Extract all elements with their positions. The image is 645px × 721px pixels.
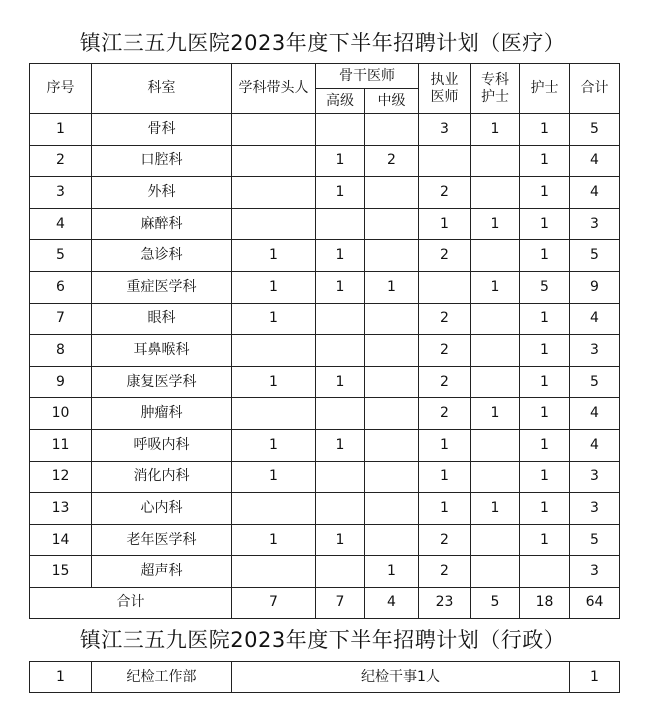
cell-total: 4 [570, 145, 620, 177]
header-total: 合计 [570, 64, 620, 114]
cell-senior: 1 [316, 429, 365, 461]
admin-plan-title: 镇江三五九医院2023年度下半年招聘计划（行政） [79, 628, 566, 652]
totals-spec-nurse: 5 [471, 587, 520, 618]
cell-total: 4 [570, 429, 620, 461]
header-backbone: 骨干医师 [316, 64, 419, 89]
cell-spec-nurse: 1 [471, 398, 520, 430]
cell-middle: 1 [365, 556, 419, 588]
medical-plan-title: 镇江三五九医院2023年度下半年招聘计划（医疗） [79, 31, 566, 55]
cell-lead [232, 145, 316, 177]
cell-dept: 眼科 [92, 303, 232, 335]
cell-senior [316, 493, 365, 525]
cell-spec-nurse [471, 177, 520, 209]
cell-licensed: 2 [419, 303, 471, 335]
cell-licensed: 2 [419, 240, 471, 272]
cell-seq: 9 [30, 366, 92, 398]
cell-lead [232, 556, 316, 588]
cell-nurse: 1 [520, 240, 570, 272]
totals-label: 合计 [30, 587, 232, 618]
totals-nurse: 18 [520, 587, 570, 618]
cell-spec-nurse [471, 303, 520, 335]
cell-seq: 2 [30, 145, 92, 177]
cell-total: 5 [570, 366, 620, 398]
cell-spec-nurse [471, 366, 520, 398]
cell-middle [365, 177, 419, 209]
cell-lead: 1 [232, 524, 316, 556]
totals-lead: 7 [232, 587, 316, 618]
cell-spec-nurse [471, 461, 520, 493]
cell-spec-nurse [471, 240, 520, 272]
table-row [30, 240, 620, 272]
cell-dept: 骨科 [92, 114, 232, 146]
cell-total: 3 [570, 493, 620, 525]
cell-nurse: 1 [520, 398, 570, 430]
cell-licensed: 2 [419, 366, 471, 398]
cell-seq: 10 [30, 398, 92, 430]
header-nurse: 护士 [520, 64, 570, 114]
cell-spec-nurse [471, 429, 520, 461]
cell-senior: 1 [316, 177, 365, 209]
cell-total: 3 [570, 461, 620, 493]
cell-middle [365, 524, 419, 556]
table-row [30, 208, 620, 240]
table-row [30, 366, 620, 398]
cell-nurse: 1 [520, 303, 570, 335]
admin-dept: 纪检工作部 [92, 662, 232, 693]
cell-seq: 13 [30, 493, 92, 525]
cell-middle [365, 429, 419, 461]
cell-lead: 1 [232, 461, 316, 493]
cell-middle: 2 [365, 145, 419, 177]
cell-dept: 口腔科 [92, 145, 232, 177]
cell-lead: 1 [232, 366, 316, 398]
cell-total: 3 [570, 556, 620, 588]
cell-senior [316, 303, 365, 335]
cell-licensed: 1 [419, 208, 471, 240]
cell-lead [232, 114, 316, 146]
cell-spec-nurse: 1 [471, 208, 520, 240]
cell-spec-nurse [471, 145, 520, 177]
cell-dept: 耳鼻喉科 [92, 335, 232, 367]
totals-row [30, 587, 620, 618]
totals-licensed: 23 [419, 587, 471, 618]
cell-total: 3 [570, 208, 620, 240]
cell-seq: 12 [30, 461, 92, 493]
cell-licensed: 1 [419, 461, 471, 493]
cell-nurse: 1 [520, 429, 570, 461]
cell-senior: 1 [316, 524, 365, 556]
cell-nurse: 1 [520, 177, 570, 209]
cell-lead: 1 [232, 240, 316, 272]
header-specialist-nurse: 专科 护士 [471, 64, 520, 114]
cell-seq: 5 [30, 240, 92, 272]
cell-spec-nurse [471, 524, 520, 556]
header-middle: 中级 [365, 89, 419, 114]
cell-seq: 4 [30, 208, 92, 240]
cell-licensed: 1 [419, 493, 471, 525]
cell-seq: 3 [30, 177, 92, 209]
admin-post: 纪检干事1人 [232, 662, 570, 693]
cell-dept: 呼吸内科 [92, 429, 232, 461]
cell-lead [232, 208, 316, 240]
cell-lead: 1 [232, 271, 316, 303]
cell-spec-nurse [471, 335, 520, 367]
cell-seq: 6 [30, 271, 92, 303]
cell-spec-nurse: 1 [471, 271, 520, 303]
cell-senior: 1 [316, 145, 365, 177]
cell-total: 4 [570, 177, 620, 209]
cell-licensed: 2 [419, 524, 471, 556]
cell-dept: 肿瘤科 [92, 398, 232, 430]
cell-lead: 1 [232, 303, 316, 335]
header-seq: 序号 [30, 64, 92, 114]
table-row [30, 145, 620, 177]
table-row [30, 335, 620, 367]
cell-senior [316, 461, 365, 493]
cell-dept: 超声科 [92, 556, 232, 588]
header-lead: 学科带头人 [232, 64, 316, 114]
cell-total: 4 [570, 398, 620, 430]
cell-senior [316, 335, 365, 367]
table-row [30, 271, 620, 303]
cell-senior [316, 114, 365, 146]
cell-middle [365, 240, 419, 272]
cell-spec-nurse: 1 [471, 493, 520, 525]
medical-plan-table [29, 63, 620, 619]
header-licensed: 执业 医师 [419, 64, 471, 114]
cell-middle [365, 114, 419, 146]
cell-nurse [520, 556, 570, 588]
totals-total: 64 [570, 587, 620, 618]
cell-lead [232, 493, 316, 525]
cell-total: 4 [570, 303, 620, 335]
cell-dept: 康复医学科 [92, 366, 232, 398]
cell-middle [365, 303, 419, 335]
cell-nurse: 1 [520, 366, 570, 398]
cell-seq: 8 [30, 335, 92, 367]
cell-seq: 14 [30, 524, 92, 556]
cell-licensed: 1 [419, 429, 471, 461]
table-row [30, 461, 620, 493]
cell-seq: 15 [30, 556, 92, 588]
cell-nurse: 1 [520, 114, 570, 146]
cell-middle [365, 208, 419, 240]
cell-total: 5 [570, 524, 620, 556]
totals-senior: 7 [316, 587, 365, 618]
header-row-top [30, 64, 620, 89]
cell-spec-nurse [471, 556, 520, 588]
cell-senior [316, 398, 365, 430]
cell-seq: 11 [30, 429, 92, 461]
header-senior: 高级 [316, 89, 365, 114]
cell-licensed: 2 [419, 556, 471, 588]
cell-dept: 麻醉科 [92, 208, 232, 240]
table-body [30, 114, 620, 588]
cell-dept: 老年医学科 [92, 524, 232, 556]
cell-dept: 急诊科 [92, 240, 232, 272]
cell-lead [232, 177, 316, 209]
cell-licensed: 2 [419, 335, 471, 367]
cell-middle [365, 335, 419, 367]
cell-dept: 心内科 [92, 493, 232, 525]
totals-middle: 4 [365, 587, 419, 618]
cell-dept: 重症医学科 [92, 271, 232, 303]
admin-seq: 1 [30, 662, 92, 693]
cell-senior: 1 [316, 240, 365, 272]
cell-licensed: 2 [419, 398, 471, 430]
admin-total: 1 [570, 662, 620, 693]
table-row [30, 398, 620, 430]
cell-nurse: 1 [520, 461, 570, 493]
cell-senior [316, 556, 365, 588]
cell-dept: 外科 [92, 177, 232, 209]
cell-nurse: 1 [520, 335, 570, 367]
cell-nurse: 1 [520, 524, 570, 556]
table-row [30, 524, 620, 556]
cell-senior: 1 [316, 366, 365, 398]
cell-licensed [419, 271, 471, 303]
cell-seq: 7 [30, 303, 92, 335]
cell-total: 3 [570, 335, 620, 367]
cell-middle [365, 493, 419, 525]
admin-plan-table [29, 661, 620, 693]
cell-nurse: 1 [520, 493, 570, 525]
cell-senior [316, 208, 365, 240]
table-row [30, 114, 620, 146]
table-row [30, 493, 620, 525]
cell-lead [232, 335, 316, 367]
cell-licensed: 2 [419, 177, 471, 209]
cell-middle [365, 398, 419, 430]
table-row [30, 429, 620, 461]
cell-total: 5 [570, 114, 620, 146]
cell-lead: 1 [232, 429, 316, 461]
cell-total: 5 [570, 240, 620, 272]
cell-lead [232, 398, 316, 430]
cell-nurse: 1 [520, 145, 570, 177]
cell-senior: 1 [316, 271, 365, 303]
table-row [30, 556, 620, 588]
header-dept: 科室 [92, 64, 232, 114]
table-row [30, 303, 620, 335]
cell-nurse: 5 [520, 271, 570, 303]
cell-dept: 消化内科 [92, 461, 232, 493]
admin-row [30, 662, 620, 693]
cell-middle [365, 366, 419, 398]
cell-middle [365, 461, 419, 493]
cell-licensed: 3 [419, 114, 471, 146]
table-row [30, 177, 620, 209]
cell-nurse: 1 [520, 208, 570, 240]
cell-middle: 1 [365, 271, 419, 303]
cell-spec-nurse: 1 [471, 114, 520, 146]
cell-total: 9 [570, 271, 620, 303]
cell-licensed [419, 145, 471, 177]
cell-seq: 1 [30, 114, 92, 146]
